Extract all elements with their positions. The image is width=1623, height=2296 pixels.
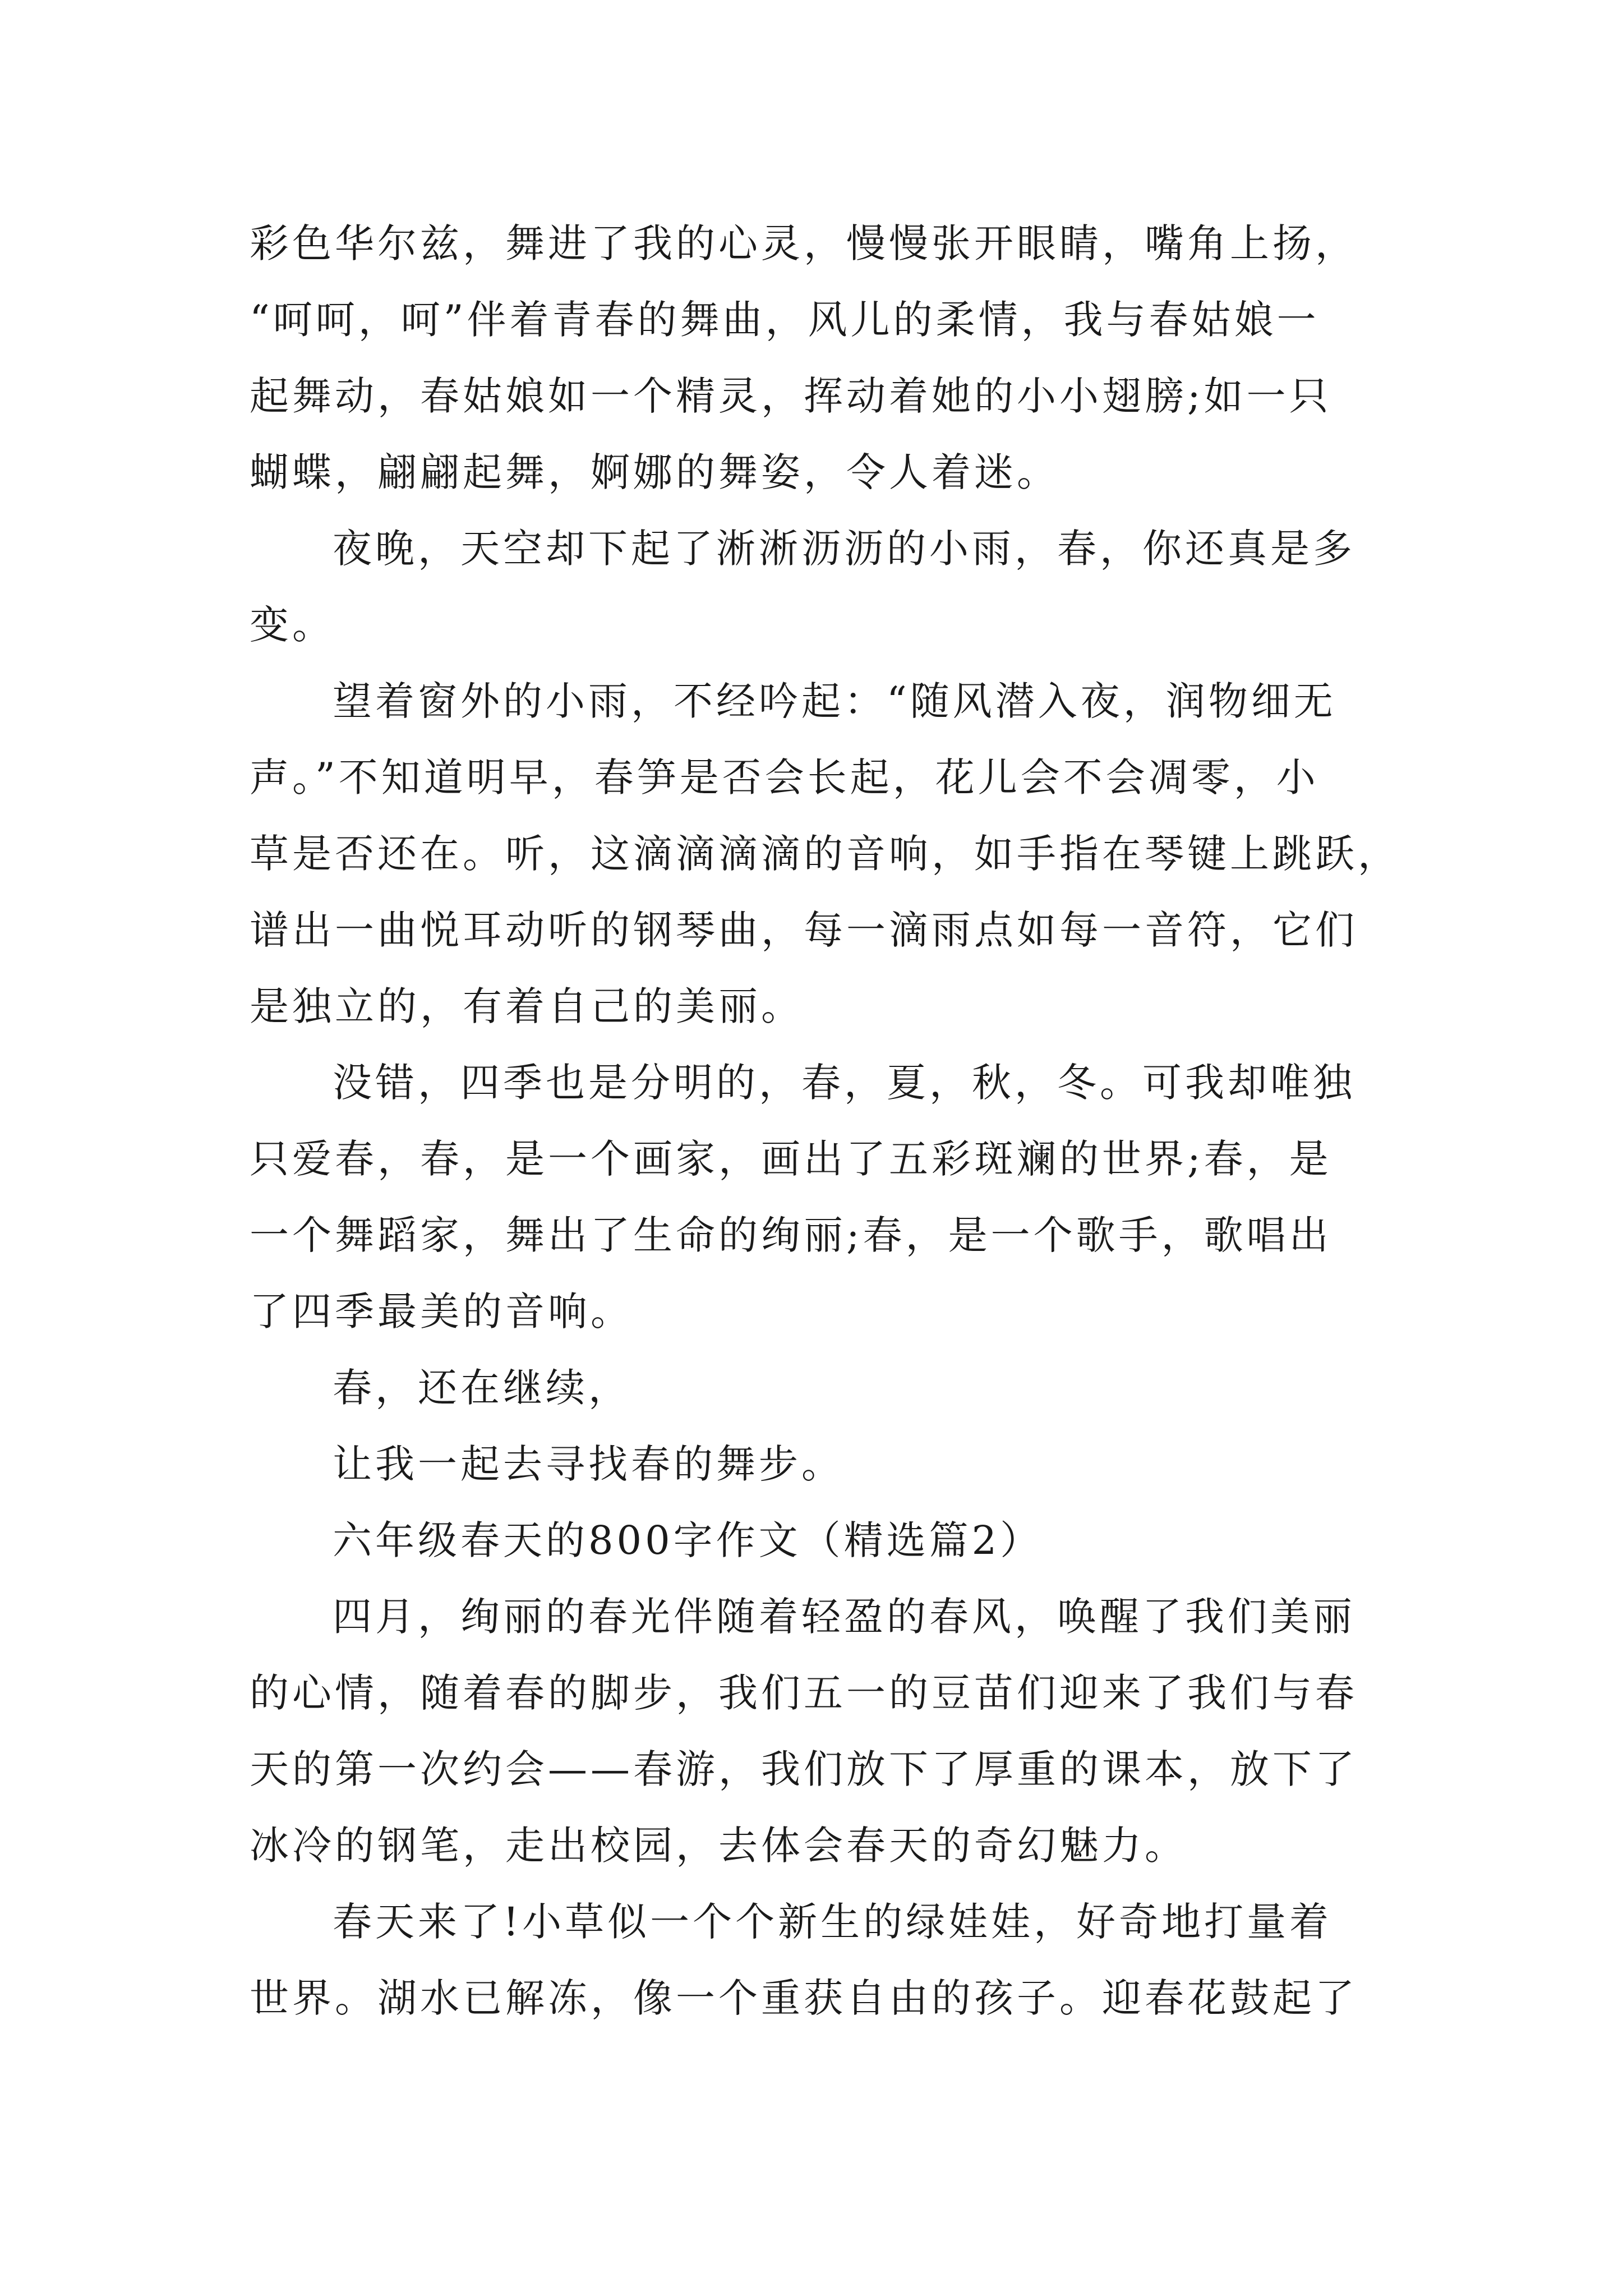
text-line: 谱出一曲悦耳动听的钢琴曲，每一滴雨点如每一音符，它们	[250, 907, 1358, 953]
text-line: 蝴蝶，翩翩起舞，婀娜的舞姿，令人着迷。	[250, 449, 1059, 495]
text-line: 了四季最美的音响。	[250, 1289, 633, 1335]
paragraph-start-line: 让我一起去寻找春的舞步。	[333, 1441, 844, 1487]
text-line: 草是否还在。听，这滴滴滴滴的音响，如手指在琴键上跳跃，	[250, 831, 1400, 877]
text-line: 只爱春，春，是一个画家，画出了五彩斑斓的世界;春，是	[250, 1136, 1332, 1182]
section-heading: 六年级春天的800字作文（精选篇2）	[333, 1517, 1043, 1563]
text-line: 是独立的，有着自己的美丽。	[250, 983, 804, 1029]
essay-text	[250, 205, 1400, 2036]
paragraph-start-line: 没错，四季也是分明的，春，夏，秋，冬。可我却唯独	[333, 1060, 1355, 1106]
text-line: 声。”不知道明早，春笋是否会长起，花儿会不会凋零，小	[250, 754, 1319, 800]
paragraph-start-line: 四月，绚丽的春光伴随着轻盈的春风，唤醒了我们美丽	[333, 1594, 1355, 1640]
paragraph-start-line: 春，还在继续，	[333, 1365, 631, 1411]
text-line: 起舞动，春姑娘如一个精灵，挥动着她的小小翅膀;如一只	[250, 373, 1332, 419]
text-line: “呵呵，呵”伴着青春的舞曲，风儿的柔情，我与春姑娘一	[250, 297, 1320, 343]
text-line: 的心情，随着春的脚步，我们五一的豆苗们迎来了我们与春	[250, 1670, 1358, 1716]
paragraph-start-line: 春天来了!小草似一个个新生的绿娃娃，好奇地打量着	[333, 1899, 1332, 1945]
paragraph-start-line: 夜晚，天空却下起了淅淅沥沥的小雨，春，你还真是多	[333, 526, 1355, 572]
text-line: 彩色华尔兹，舞进了我的心灵，慢慢张开眼睛，嘴角上扬，	[250, 220, 1358, 266]
text-line: 变。	[250, 602, 335, 648]
text-line: 一个舞蹈家，舞出了生命的绚丽;春，是一个歌手，歌唱出	[250, 1212, 1332, 1258]
text-line: 冰冷的钢笔，走出校园，去体会春天的奇幻魅力。	[250, 1823, 1187, 1869]
text-line: 天的第一次约会——春游，我们放下了厚重的课本，放下了	[250, 1746, 1358, 1792]
paragraph-start-line: 望着窗外的小雨，不经吟起：“随风潜入夜，润物细无	[333, 678, 1336, 724]
text-line: 世界。湖水已解冻，像一个重获自由的孩子。迎春花鼓起了	[250, 1975, 1358, 2021]
